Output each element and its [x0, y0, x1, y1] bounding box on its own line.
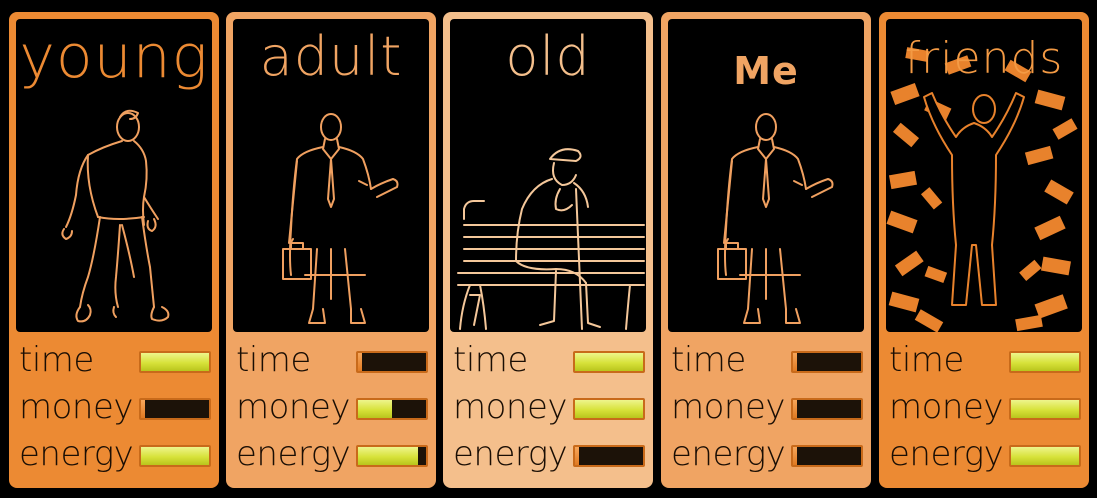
stat-energy [887, 434, 1083, 474]
bar-fill [141, 353, 209, 371]
panel-window [233, 19, 429, 332]
stat-energy [234, 434, 430, 474]
stat-label: energy [19, 434, 134, 474]
panel-window [668, 19, 864, 332]
panel-window [16, 19, 212, 332]
energy-bar [1009, 445, 1081, 467]
stat-money [17, 387, 213, 427]
bar-fill [793, 400, 797, 418]
bar-fill [575, 400, 643, 418]
stat-label: money [671, 387, 786, 427]
energy-bar [573, 445, 645, 467]
stat-label: time [236, 340, 311, 380]
stat-time [17, 340, 213, 380]
old-man-on-bench-icon [450, 89, 646, 332]
stat-label: energy [889, 434, 1004, 474]
bar-fill [141, 447, 209, 465]
panel-old [443, 12, 653, 488]
stat-time [887, 340, 1083, 380]
money-bar [1009, 398, 1081, 420]
stat-label: time [671, 340, 746, 380]
stat-label: money [19, 387, 134, 427]
stats-block [234, 340, 430, 480]
money-bar [356, 398, 428, 420]
bar-fill [1011, 447, 1079, 465]
slouching-youth-empty-pockets-icon [16, 89, 212, 332]
stat-label: money [236, 387, 351, 427]
panel-friends [879, 12, 1089, 488]
stat-energy [669, 434, 865, 474]
stat-energy [451, 434, 647, 474]
time-bar [1009, 351, 1081, 373]
stat-money [451, 387, 647, 427]
businessman-with-briefcase-icon [668, 89, 864, 332]
panel-title: young [19, 22, 209, 92]
time-bar [791, 351, 863, 373]
energy-bar [139, 445, 211, 467]
stat-label: energy [453, 434, 568, 474]
energy-bar [356, 445, 428, 467]
bar-fill [1011, 353, 1079, 371]
panel-window [886, 19, 1082, 332]
panel-adult [226, 12, 436, 488]
stat-label: money [453, 387, 568, 427]
panel-title: old [505, 25, 591, 88]
stat-label: time [19, 340, 94, 380]
stat-time [234, 340, 430, 380]
stat-money [669, 387, 865, 427]
panel-title: friends [904, 33, 1064, 84]
panel-title: Me [733, 49, 799, 93]
stat-label: money [889, 387, 1004, 427]
bar-fill [575, 447, 579, 465]
stat-label: time [889, 340, 964, 380]
time-bar [356, 351, 428, 373]
stats-block [451, 340, 647, 480]
stat-label: time [453, 340, 528, 380]
stats-block [669, 340, 865, 480]
bar-fill [141, 400, 145, 418]
bar-fill [358, 447, 418, 465]
bar-fill [358, 400, 392, 418]
stat-time [669, 340, 865, 380]
stat-label: energy [671, 434, 786, 474]
bar-fill [575, 353, 643, 371]
stat-time [451, 340, 647, 380]
panel-me [661, 12, 871, 488]
energy-bar [791, 445, 863, 467]
time-bar [573, 351, 645, 373]
bar-fill [1011, 400, 1079, 418]
panel-young [9, 12, 219, 488]
stat-money [887, 387, 1083, 427]
bar-fill [793, 447, 797, 465]
businessman-with-briefcase-icon [233, 89, 429, 332]
money-bar [791, 398, 863, 420]
stats-block [887, 340, 1083, 480]
panel-title: adult [259, 25, 403, 88]
bar-fill [358, 353, 362, 371]
panel-window [450, 19, 646, 332]
time-bar [139, 351, 211, 373]
money-bar [139, 398, 211, 420]
stat-money [234, 387, 430, 427]
money-bar [573, 398, 645, 420]
stat-label: energy [236, 434, 351, 474]
bar-fill [793, 353, 797, 371]
stats-block [17, 340, 213, 480]
stat-energy [17, 434, 213, 474]
